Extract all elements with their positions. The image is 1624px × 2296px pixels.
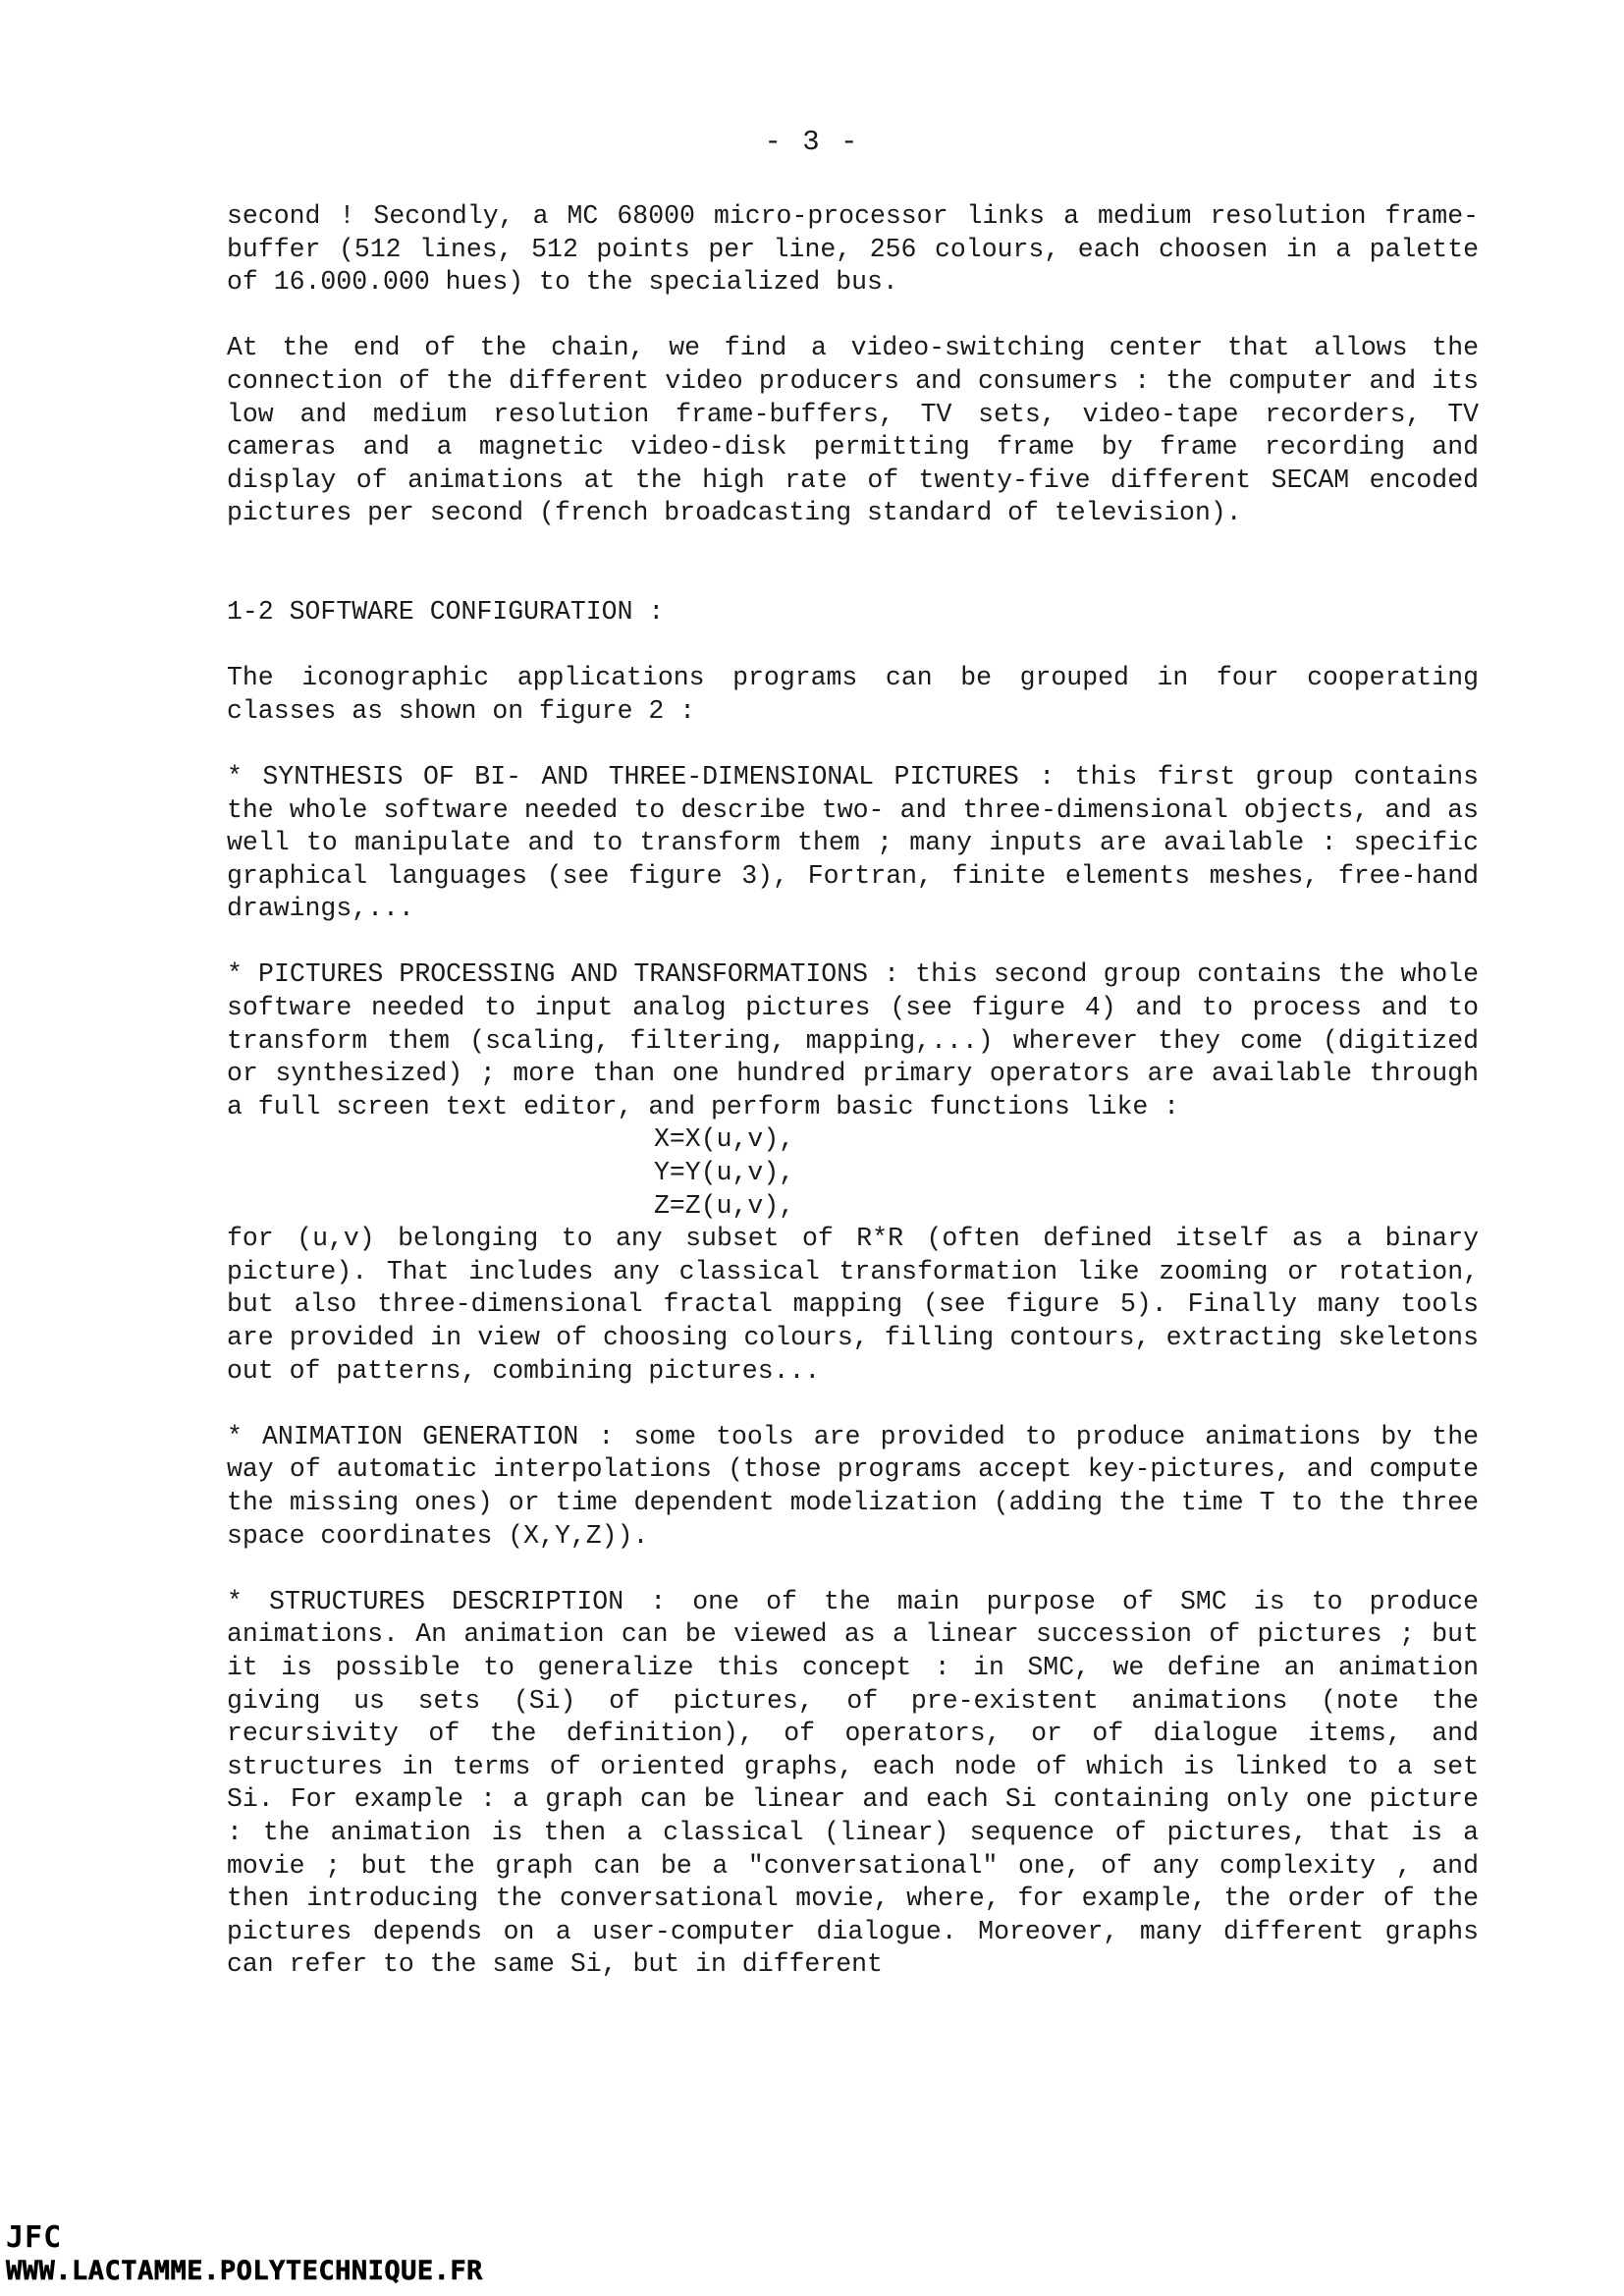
list-item-processing <box>227 958 1479 1123</box>
list-item-lead: * ANIMATION GENERATION : <box>227 1421 615 1451</box>
list-item-synthesis <box>227 761 1479 926</box>
list-item-text: one of the main purpose of SMC is to produce animations. An animation can be viewed as a linear succession of pictures ; but it is possible to generalize this concept : in SMC, we define an animation giving us sets (Si) of pictures, of pre-existent animations (note the recursivity of the definition), of operators, or of dialogue items, and structures in terms of oriented graphs, each node of which is linked to a set Si. For example : a graph can be linear and each Si containing only one picture : the animation is then a classical (linear) sequence of pictures, that is a movie ; but the graph can be a "conversational" one, of any complexity , and then introducing the conversational movie, where, for example, the order of the pictures depends on a user-computer dialogue. Moreover, many different graphs can refer to the same Si, but in different <box>227 1586 1479 1980</box>
paragraph-processing-continued: for (u,v) belonging to any subset of R*R (often defined itself as a binary picture). That includes any classical transformation like zooming or rotation, but also three-dimensional fractal mapping (see figure 5). Finally many tools are provided in view of choosing colours, filling contours, extracting skeletons out of patterns, combining pictures... <box>227 1224 1479 1386</box>
formula-y: Y=Y(u,v), <box>654 1158 795 1188</box>
paragraph-hardware-end: second ! Secondly, a MC 68000 micro-processor links a medium resolution frame-buffer (512 lines, 512 points per line, 256 colours, each choosen in a palette of 16.000.000 hues) to the specialized bus. <box>227 201 1479 298</box>
list-item-lead: * SYNTHESIS OF BI- AND THREE-DIMENSIONAL PICTURES : <box>227 761 1056 792</box>
list-item-text: some tools are provided to produce animations by the way of automatic interpolations (those programs accept key-pictures, and compute the missing ones) or time dependent modelization (adding the time T to the three space coordinates (X,Y,Z)). <box>227 1421 1479 1551</box>
footer-logo <box>6 2220 487 2292</box>
list-item-structures <box>227 1586 1479 1982</box>
list-item-lead: * PICTURES PROCESSING AND TRANSFORMATIONS : <box>227 959 900 990</box>
document-body <box>227 200 1479 1982</box>
list-item-text: this first group contains the whole software needed to describe two- and three-dimensional objects, and as well to manipulate and to transform them ; many inputs are available : specific graphical languages (see figure 3), Fortran, finite elements meshes, free-hand drawings,... <box>227 761 1479 924</box>
paragraph-video-switching: At the end of the chain, we find a video-switching center that allows the connection of the different video producers and consumers : the computer and its low and medium resolution frame-buffers, TV sets, video-tape recorders, TV cameras and a magnetic video-disk permitting frame by frame recording and display of animations at the high rate of twenty-five different SECAM encoded pictures per second (french broadcasting standard of television). <box>227 333 1479 528</box>
list-item-text: this second group contains the whole software needed to input analog pictures (see figure 4) and to process and to transform them (scaling, filtering, mapping,...) wherever they come (digitized or synthesized) ; more than one hundred primary operators are available through a full screen text editor, and perform basic functions like : <box>227 959 1479 1121</box>
paragraph-intro-classes: The iconographic applications programs can be grouped in four cooperating classes as shown on figure 2 : <box>227 663 1479 726</box>
formula-block <box>227 1123 1479 1223</box>
page-number: - 3 - <box>764 126 860 158</box>
list-item-animation <box>227 1421 1479 1553</box>
logo-initials: JFC <box>6 2220 63 2255</box>
formula-x: X=X(u,v), <box>654 1124 795 1155</box>
section-heading: 1-2 SOFTWARE CONFIGURATION : <box>227 596 665 627</box>
list-item-lead: * STRUCTURES DESCRIPTION : <box>227 1586 667 1616</box>
logo-url: WWW.LACTAMME.POLYTECHNIQUE.FR <box>6 2256 483 2286</box>
formula-z: Z=Z(u,v), <box>654 1190 795 1221</box>
